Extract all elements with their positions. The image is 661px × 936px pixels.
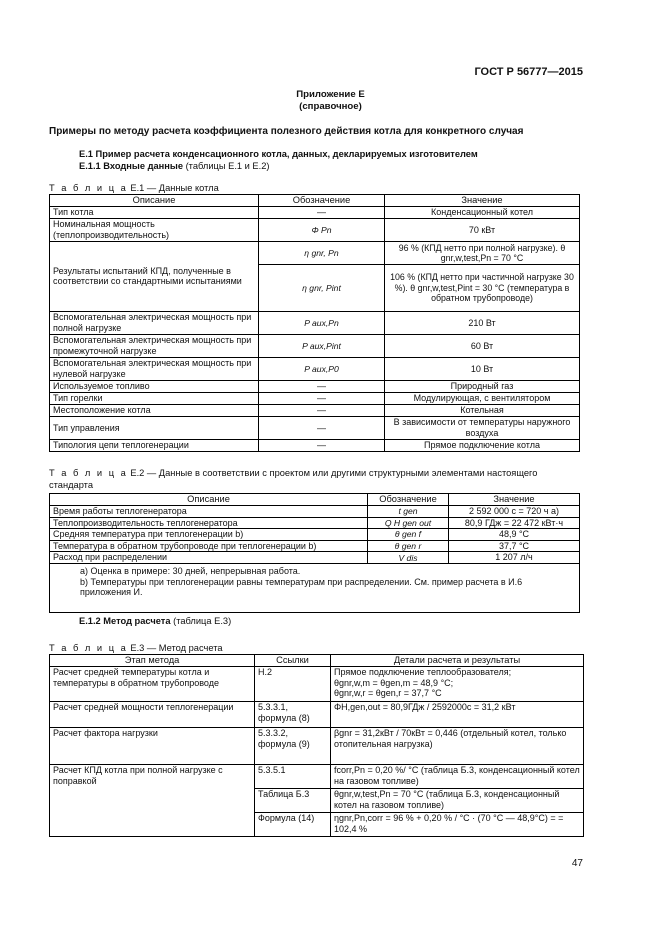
table-row: [50, 218, 580, 241]
cell-desc: Расход при распределении: [50, 552, 368, 564]
detail-line: θgnr,w,m = θgen,m = 48,9 °C;: [334, 677, 454, 688]
cell-ref: Формула (14): [255, 812, 331, 836]
cell-val: Конденсационный котел: [385, 206, 580, 218]
cell-val: 2 592 000 с = 720 ч a): [449, 505, 580, 517]
table3-caption-label: Т а б л и ц а: [49, 643, 128, 653]
cell-detail: [331, 727, 584, 764]
cell-val: 60 Вт: [385, 334, 580, 357]
table3-header-ref: Ссылки: [255, 655, 331, 667]
cell-desc: Теплопроизводительность теплогенератора: [50, 517, 368, 529]
footnote-b: b) Температуры при теплогенерации равны температурам при распределении. См. пример расчета в И.6 приложения И.: [80, 576, 523, 598]
cell-desc: Вспомогательная электрическая мощность при нулевой нагрузке: [50, 357, 259, 380]
cell-sym: t gen: [368, 505, 449, 517]
cell-val: 210 Вт: [385, 311, 580, 334]
cell-val: 48,9 °C: [449, 529, 580, 541]
table-row: [50, 517, 580, 529]
cell-detail: ΦH,gen,out = 80,9ГДж / 2592000с = 31,2 кВт: [331, 701, 584, 727]
table2-header-sym: Обозначение: [368, 494, 449, 506]
cell-desc: Тип управления: [50, 416, 259, 439]
cell-desc: Типология цепи теплогенерации: [50, 439, 259, 451]
cell-val: Природный газ: [385, 380, 580, 392]
table1-header-desc: Описание: [50, 195, 259, 207]
table-row: [50, 311, 580, 334]
cell-val: Котельная: [385, 404, 580, 416]
document-code: ГОСТ Р 56777—2015: [474, 66, 583, 78]
page-number: 47: [571, 858, 583, 869]
cell-val: Прямое подключение котла: [385, 439, 580, 451]
table-e2: [49, 493, 580, 613]
cell-sym: —: [259, 392, 385, 404]
detail-line: отопительная нагрузка): [334, 738, 433, 749]
detail-line: θgnr,w,r = θgen,r = 37,7 °C: [334, 688, 442, 699]
cell-val: 96 % (КПД нетто при полной нагрузке). θ gnr,w,test,Pn = 70 °C: [385, 241, 580, 264]
cell-sym: η gnr, Pint: [259, 264, 385, 311]
cell-ref: 5.3.3.1, формула (8): [255, 701, 331, 727]
cell-detail: fcorr,Pn = 0,20 %/ °C (таблица Б.3, конденсационный котел на газовом топливе): [331, 764, 584, 788]
cell-desc: Вспомогательная электрическая мощность при промежуточной нагрузке: [50, 334, 259, 357]
table-row: [50, 206, 580, 218]
table-row: [50, 357, 580, 380]
cell-sym: —: [259, 416, 385, 439]
cell-val: 106 % (КПД нетто при частичной нагрузке 30 %). θ gnr,w,test,Pint = 30 °C (температура в обратном трубопроводе): [385, 264, 580, 311]
cell-sym: η gnr, Pn: [259, 241, 385, 264]
cell-ref: 5.3.5.1: [255, 764, 331, 788]
section-e1-heading: Е.1 Пример расчета конденсационного котла, данных, декларируемых изготовителем: [79, 149, 478, 159]
cell-desc: Номинальная мощность (теплопроизводительность): [50, 218, 259, 241]
table-row: [50, 666, 584, 701]
table3-header-step: Этап метода: [50, 655, 255, 667]
table-row: [50, 505, 580, 517]
cell-sym: —: [259, 206, 385, 218]
cell-sym: θ gen f: [368, 529, 449, 541]
cell-desc: Тип котла: [50, 206, 259, 218]
cell-desc: Вспомогательная электрическая мощность при полной нагрузке: [50, 311, 259, 334]
table2-header-val: Значение: [449, 494, 580, 506]
table-row: [50, 552, 580, 564]
table1-caption-label: Т а б л и ц а: [49, 183, 128, 193]
cell-sym: θ gen r: [368, 540, 449, 552]
cell-sym: Φ Pn: [259, 218, 385, 241]
table-row: [50, 416, 580, 439]
cell-desc: Время работы теплогенератора: [50, 505, 368, 517]
cell-step: Расчет КПД котла при полной нагрузке с поправкой: [50, 764, 255, 836]
cell-sym: —: [259, 404, 385, 416]
cell-sym: Q H gen out: [368, 517, 449, 529]
cell-desc: Средняя температура при теплогенерации b): [50, 529, 368, 541]
cell-val: 70 кВт: [385, 218, 580, 241]
table-e3: [49, 654, 584, 837]
table-e1: [49, 194, 580, 452]
cell-val: В зависимости от температуры наружного воздуха: [385, 416, 580, 439]
cell-detail: [331, 666, 584, 701]
table-row: [50, 701, 584, 727]
cell-val: 37,7 °C: [449, 540, 580, 552]
table2-caption: [49, 468, 579, 491]
cell-val: 10 Вт: [385, 357, 580, 380]
table-row: [50, 380, 580, 392]
table1-caption: [49, 183, 219, 194]
cell-sym: —: [259, 439, 385, 451]
table1-header-val: Значение: [385, 195, 580, 207]
cell-ref: 5.3.3.2, формула (9): [255, 727, 331, 764]
cell-desc: Тип горелки: [50, 392, 259, 404]
cell-sym: —: [259, 380, 385, 392]
section-e11-title: Е.1.1 Входные данные: [79, 161, 183, 171]
table-row: [50, 392, 580, 404]
table-row: [50, 727, 584, 764]
table3-header-detail: Детали расчета и результаты: [331, 655, 584, 667]
cell-ref: Н.2: [255, 666, 331, 701]
table-row: [50, 540, 580, 552]
cell-sym: P aux,Pn: [259, 311, 385, 334]
cell-sym: V dis: [368, 552, 449, 564]
cell-ref: Таблица Б.3: [255, 788, 331, 812]
notes-row: [50, 564, 580, 613]
cell-step: Расчет средней температуры котла и температуры в обратном трубопроводе: [50, 666, 255, 701]
table3-caption-text: Е.3 — Метод расчета: [127, 643, 223, 653]
table1-caption-text: Е.1 — Данные котла: [127, 183, 219, 193]
table-row: [50, 334, 580, 357]
cell-desc: Местоположение котла: [50, 404, 259, 416]
cell-val: 80,9 ГДж = 22 472 кВт·ч: [449, 517, 580, 529]
table-row: [50, 241, 580, 264]
cell-step: Расчет средней мощности теплогенерации: [50, 701, 255, 727]
cell-sym: P aux,Pint: [259, 334, 385, 357]
table2-caption-label: Т а б л и ц а: [49, 468, 128, 478]
section-e12-heading: [79, 616, 231, 627]
footnote-a: a) Оценка в примере: 30 дней, непрерывная работа.: [80, 566, 301, 577]
detail-line: βgnr = 31,2кВт / 70кВт = 0,446 (отдельный котел, только: [334, 727, 567, 738]
cell-val: 1 207 л/ч: [449, 552, 580, 564]
section-e11-heading: [79, 161, 269, 172]
table2-header-desc: Описание: [50, 494, 368, 506]
cell-desc: Результаты испытаний КПД, полученные в соответствии со стандартными испытаниями: [50, 241, 259, 311]
cell-val: Модулирующая, с вентилятором: [385, 392, 580, 404]
cell-sym: P aux,P0: [259, 357, 385, 380]
cell-detail: θgnr,w,test,Pn = 70 °C (таблица Б.3, конденсационный котел на газовом топливе): [331, 788, 584, 812]
cell-step: Расчет фактора нагрузки: [50, 727, 255, 764]
cell-desc: Используемое топливо: [50, 380, 259, 392]
table-row: [50, 404, 580, 416]
table-row: [50, 529, 580, 541]
table1-header-sym: Обозначение: [259, 195, 385, 207]
table3-caption: [49, 643, 223, 654]
table-row: [50, 764, 584, 788]
section-e12-title: Е.1.2 Метод расчета: [79, 616, 171, 626]
cell-detail: ηgnr,Pn,corr = 96 % + 0,20 % / °C · (70 °C — 48,9°C) = = 102,4 %: [331, 812, 584, 836]
main-heading: Примеры по методу расчета коэффициента полезного действия котла для конкретного случая: [49, 126, 524, 137]
cell-desc: Температура в обратном трубопроводе при теплогенерации b): [50, 540, 368, 552]
table2-caption-text: Е.2 — Данные в соответствии с проектом или другими структурными элементами настоящего стандарта: [49, 468, 538, 490]
detail-line: Прямое подключение теплообразователя;: [334, 666, 512, 677]
annex-title: Приложение Е: [296, 89, 365, 100]
section-e11-ref: (таблицы Е.1 и Е.2): [183, 161, 270, 171]
annex-subtitle: (справочное): [299, 101, 362, 112]
table-row: [50, 439, 580, 451]
section-e12-ref: (таблица Е.3): [170, 616, 232, 626]
